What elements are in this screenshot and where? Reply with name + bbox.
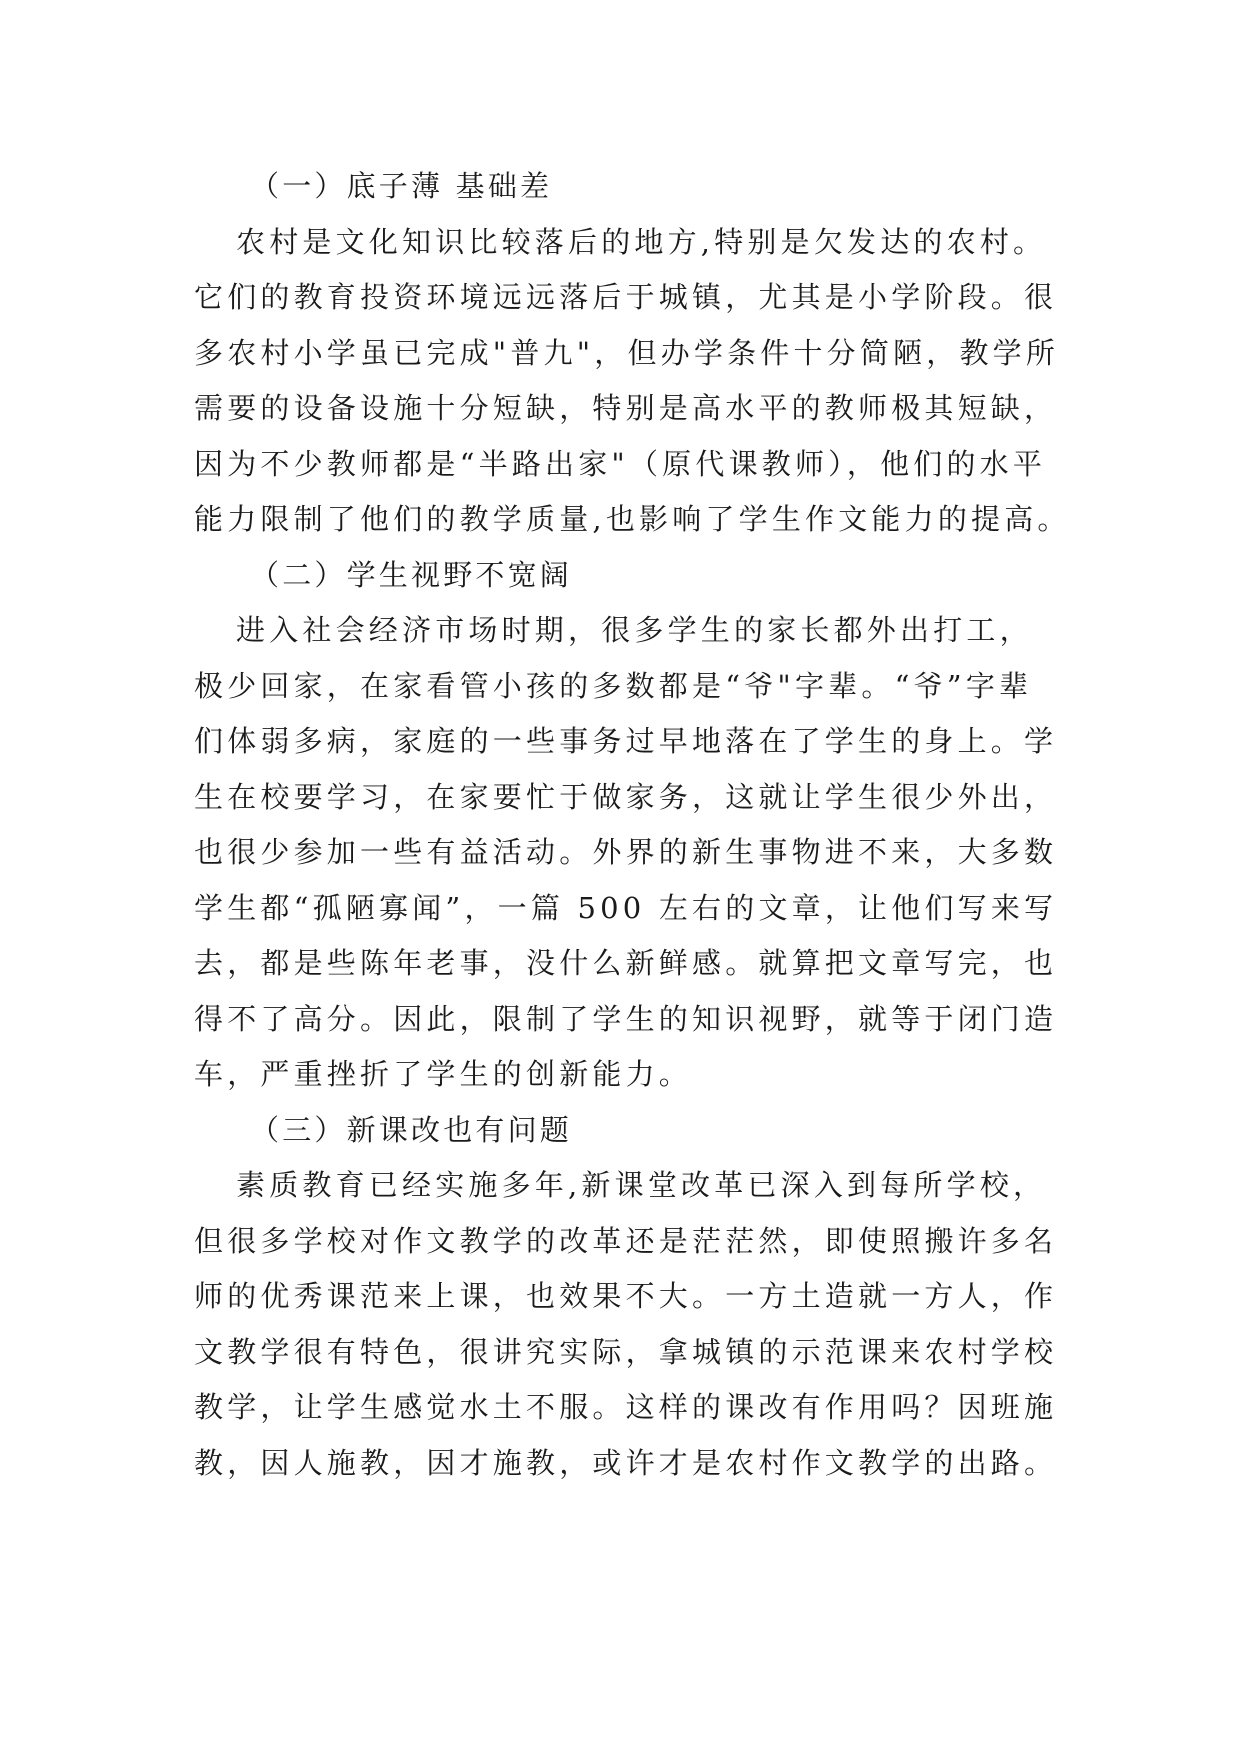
section-heading-3: （三）新课改也有问题 <box>250 1113 573 1147</box>
paragraph-line: 素质教育已经实施多年,新课堂改革已深入到每所学校， <box>236 1168 1047 1202</box>
paragraph-line: 教学，让学生感觉水土不服。这样的课改有作用吗？因班施 <box>194 1390 1058 1424</box>
paragraph-line: 文教学很有特色，很讲究实际，拿城镇的示范课来农村学校 <box>194 1335 1058 1369</box>
paragraph-line: 师的优秀课范来上课，也效果不大。一方土造就一方人，作 <box>194 1279 1058 1313</box>
paragraph-line: 们体弱多病，家庭的一些事务过早地落在了学生的身上。学 <box>194 724 1058 758</box>
paragraph-line: 去，都是些陈年老事，没什么新鲜感。就算把文章写完，也 <box>194 946 1058 980</box>
paragraph-line: 教，因人施教，因才施教，或许才是农村作文教学的出路。 <box>194 1446 1058 1480</box>
paragraph-line: 农村是文化知识比较落后的地方,特别是欠发达的农村。 <box>236 225 1047 259</box>
paragraph-line: 得不了高分。因此，限制了学生的知识视野，就等于闭门造 <box>194 1002 1058 1036</box>
paragraph-line: 能力限制了他们的教学质量,也影响了学生作文能力的提高。 <box>194 502 1071 536</box>
section-heading-2: （二）学生视野不宽阔 <box>250 558 573 592</box>
paragraph-line: 需要的设备设施十分短缺，特别是高水平的教师极其短缺， <box>194 391 1058 425</box>
paragraph-line: 学生都“孤陋寡闻”，一篇 500 左右的文章，让他们写来写 <box>194 891 1058 925</box>
paragraph-line: 进入社会经济市场时期，很多学生的家长都外出打工， <box>236 613 1033 647</box>
paragraph-line: 但很多学校对作文教学的改革还是茫茫然，即使照搬许多名 <box>194 1224 1058 1258</box>
section-heading-1: （一）底子薄 基础差 <box>250 169 553 203</box>
paragraph-line: 极少回家，在家看管小孩的多数都是“爷"字辈。“爷”字辈 <box>194 669 1033 703</box>
paragraph-line: 生在校要学习，在家要忙于做家务，这就让学生很少外出， <box>194 780 1058 814</box>
paragraph-line: 因为不少教师都是“半路出家"（原代课教师），他们的水平 <box>194 447 1047 481</box>
paragraph-line: 多农村小学虽已完成"普九"，但办学条件十分简陋，教学所 <box>194 336 1060 370</box>
paragraph-line: 也很少参加一些有益活动。外界的新生事物进不来，大多数 <box>194 835 1058 869</box>
paragraph-line: 它们的教育投资环境远远落后于城镇，尤其是小学阶段。很 <box>194 280 1058 314</box>
paragraph-line: 车，严重挫折了学生的创新能力。 <box>194 1057 693 1091</box>
